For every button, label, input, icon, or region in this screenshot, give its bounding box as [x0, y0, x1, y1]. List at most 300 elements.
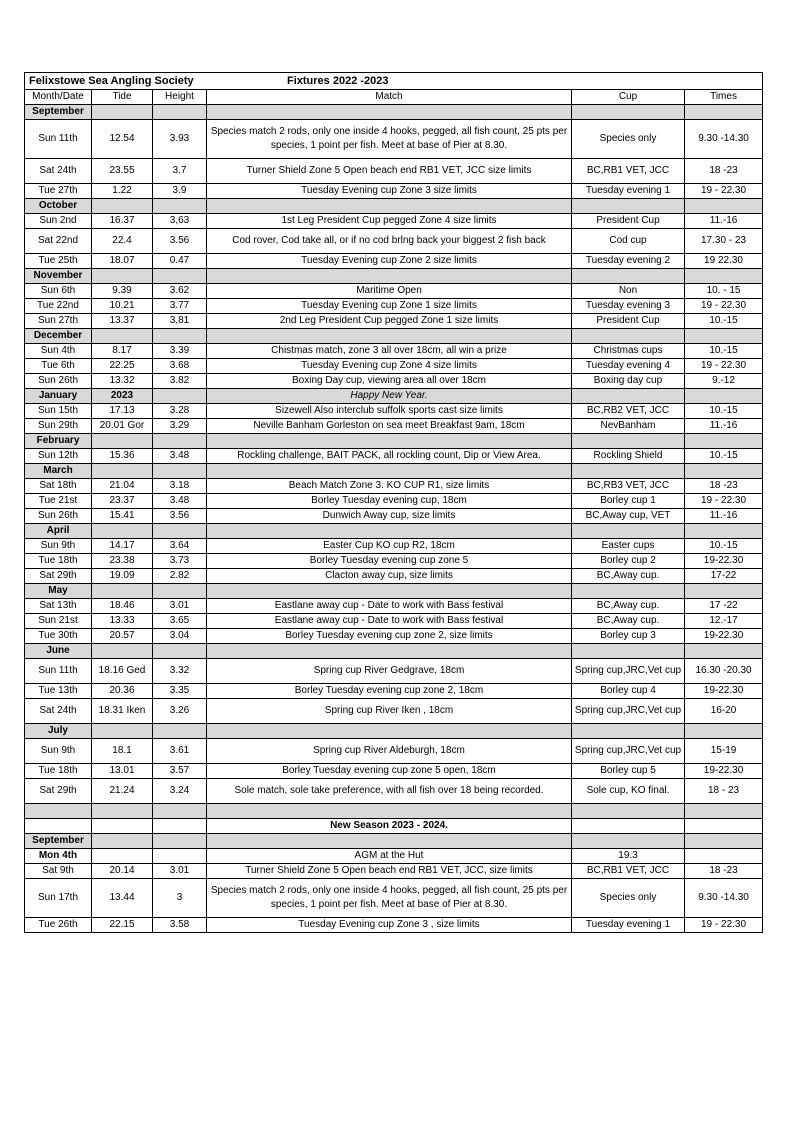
- fixture-date: Sun 29th: [25, 419, 92, 434]
- spacer-cell: [207, 804, 572, 819]
- title-cell: [25, 73, 763, 90]
- fixture-cup: Tuesday evening 3: [572, 299, 685, 314]
- section-times: [685, 724, 763, 739]
- fixture-tide: 13.33: [92, 614, 153, 629]
- fixture-cup: Borley cup 2: [572, 554, 685, 569]
- section-tide: [92, 834, 153, 849]
- section-tide: [92, 105, 153, 120]
- fixture-tide: 8.17: [92, 344, 153, 359]
- section-cup: [572, 389, 685, 404]
- fixture-tide: 16.37: [92, 214, 153, 229]
- fixture-match: Eastlane away cup - Date to work with Bass festival: [207, 614, 572, 629]
- section-match: [207, 724, 572, 739]
- fixture-match: Dunwich Away cup, size limits: [207, 509, 572, 524]
- column-header: Month/Date: [25, 90, 92, 105]
- section-times: [685, 834, 763, 849]
- fixture-tide: 20.57: [92, 629, 153, 644]
- section-tide: [92, 524, 153, 539]
- section-height: [153, 834, 207, 849]
- fixture-date: Sun 4th: [25, 344, 92, 359]
- fixture-times: 18 -23: [685, 479, 763, 494]
- fixture-date: Tue 26th: [25, 918, 92, 933]
- fixture-height: 3.58: [153, 918, 207, 933]
- fixture-row: [25, 419, 763, 434]
- fixture-match: Rockling challenge, BAIT PACK, all rockling count, Dip or View Area.: [207, 449, 572, 464]
- fixture-height: 3.9: [153, 184, 207, 199]
- fixture-row: [25, 659, 763, 684]
- section-cup: [572, 524, 685, 539]
- fixture-height: 3.56: [153, 229, 207, 254]
- season-empty-cell: [153, 819, 207, 834]
- fixture-tide: 19.09: [92, 569, 153, 584]
- fixture-cup: President Cup: [572, 314, 685, 329]
- fixture-times: 10.-15: [685, 344, 763, 359]
- fixture-times: 17-22: [685, 569, 763, 584]
- fixture-times: 16-20: [685, 699, 763, 724]
- fixture-cup: BC,RB3 VET, JCC: [572, 479, 685, 494]
- section-times: [685, 524, 763, 539]
- fixture-height: 3,63: [153, 214, 207, 229]
- section-match: [207, 329, 572, 344]
- fixture-row: [25, 184, 763, 199]
- fixture-cup: Borley cup 3: [572, 629, 685, 644]
- fixture-cup: Spring cup,JRC,Vet cup: [572, 659, 685, 684]
- fixture-cup: Sole cup, KO final.: [572, 779, 685, 804]
- section-times: [685, 464, 763, 479]
- fixture-times: 10.-15: [685, 314, 763, 329]
- fixture-row: [25, 449, 763, 464]
- fixture-height: 3.18: [153, 479, 207, 494]
- spacer-cell: [92, 804, 153, 819]
- fixture-tide: 13.44: [92, 879, 153, 918]
- section-height: [153, 644, 207, 659]
- fixture-cup: BC,Away cup, VET: [572, 509, 685, 524]
- fixture-tide: 18.07: [92, 254, 153, 269]
- fixture-date: Tue 21st: [25, 494, 92, 509]
- fixture-row: [25, 864, 763, 879]
- fixture-row: [25, 554, 763, 569]
- fixture-times: 19-22.30: [685, 554, 763, 569]
- fixture-times: 12.-17: [685, 614, 763, 629]
- section-times: [685, 389, 763, 404]
- fixture-times: 19 - 22.30: [685, 359, 763, 374]
- fixture-height: 3.64: [153, 539, 207, 554]
- fixture-row: [25, 299, 763, 314]
- section-height: [153, 329, 207, 344]
- fixture-row: [25, 699, 763, 724]
- fixture-date: Sun 17th: [25, 879, 92, 918]
- fixture-match: Maritime Open: [207, 284, 572, 299]
- fixture-tide: 18.1: [92, 739, 153, 764]
- fixture-date: Sun 15th: [25, 404, 92, 419]
- section-height: [153, 269, 207, 284]
- fixture-tide: 14.17: [92, 539, 153, 554]
- fixture-date: Sun 26th: [25, 374, 92, 389]
- fixture-cup: BC,RB1 VET, JCC: [572, 864, 685, 879]
- fixture-row: [25, 879, 763, 918]
- fixture-cup: BC,Away cup.: [572, 599, 685, 614]
- fixture-row: [25, 918, 763, 933]
- month-label: June: [25, 644, 92, 659]
- section-tide: [92, 724, 153, 739]
- season-empty-cell: [685, 819, 763, 834]
- section-height: [153, 434, 207, 449]
- section-cup: [572, 464, 685, 479]
- fixture-times: 17 -22: [685, 599, 763, 614]
- fixture-cup: BC,RB2 VET, JCC: [572, 404, 685, 419]
- fixture-cup: Boxing day cup: [572, 374, 685, 389]
- fixture-height: 3.48: [153, 494, 207, 509]
- fixture-row: [25, 284, 763, 299]
- fixture-height: 3.93: [153, 120, 207, 159]
- fixtures-title: Fixtures 2022 -2023: [287, 75, 389, 87]
- fixture-match: Tuesday Evening cup Zone 1 size limits: [207, 299, 572, 314]
- section-match: [207, 524, 572, 539]
- fixture-row: [25, 344, 763, 359]
- fixture-match: Tuesday Evening cup Zone 4 size limits: [207, 359, 572, 374]
- fixture-date: Tue 18th: [25, 554, 92, 569]
- fixture-height: 3.61: [153, 739, 207, 764]
- fixture-match: Easter Cup KO cup R2, 18cm: [207, 539, 572, 554]
- month-section-row: [25, 584, 763, 599]
- section-tide: [92, 269, 153, 284]
- month-section-row: [25, 834, 763, 849]
- fixture-times: 10.-15: [685, 539, 763, 554]
- fixture-height: 3.56: [153, 509, 207, 524]
- section-height: [153, 524, 207, 539]
- section-tide: [92, 434, 153, 449]
- spacer-cell: [153, 804, 207, 819]
- fixture-match: Tuesday Evening cup Zone 3 size limits: [207, 184, 572, 199]
- fixture-height: 3.68: [153, 359, 207, 374]
- fixture-row: [25, 599, 763, 614]
- fixture-height: 3.29: [153, 419, 207, 434]
- fixture-tide: 22.4: [92, 229, 153, 254]
- fixture-row: [25, 404, 763, 419]
- fixture-match: AGM at the Hut: [207, 849, 572, 864]
- fixture-height: 3.57: [153, 764, 207, 779]
- section-cup: [572, 644, 685, 659]
- fixture-row: [25, 229, 763, 254]
- section-tide: [92, 644, 153, 659]
- section-times: [685, 329, 763, 344]
- fixture-date: Sat 24th: [25, 699, 92, 724]
- fixture-date: Tue 6th: [25, 359, 92, 374]
- fixture-row: [25, 539, 763, 554]
- month-section-row: [25, 329, 763, 344]
- fixture-tide: 22.25: [92, 359, 153, 374]
- fixture-match: Borley Tuesday evening cup, 18cm: [207, 494, 572, 509]
- fixture-times: 9.30 -14.30: [685, 120, 763, 159]
- fixture-row: [25, 214, 763, 229]
- fixture-times: 10.-15: [685, 404, 763, 419]
- fixture-tide: 18.31 Iken: [92, 699, 153, 724]
- new-season-row: [25, 819, 763, 834]
- spacer-cell: [572, 804, 685, 819]
- month-label: May: [25, 584, 92, 599]
- fixture-tide: 13.32: [92, 374, 153, 389]
- fixture-date: Sun 6th: [25, 284, 92, 299]
- section-times: [685, 644, 763, 659]
- fixture-cup: Cod cup: [572, 229, 685, 254]
- fixture-tide: 9.39: [92, 284, 153, 299]
- fixture-date: Sat 22nd: [25, 229, 92, 254]
- fixture-height: 3.01: [153, 864, 207, 879]
- fixture-cup: Tuesday evening 1: [572, 918, 685, 933]
- fixture-height: 3.24: [153, 779, 207, 804]
- fixture-match: Spring cup River Aldeburgh, 18cm: [207, 739, 572, 764]
- fixture-date: Sun 9th: [25, 739, 92, 764]
- fixture-row: [25, 374, 763, 389]
- fixture-date: Sun 11th: [25, 120, 92, 159]
- section-height: [153, 105, 207, 120]
- section-match: [207, 269, 572, 284]
- fixture-tide: 15.36: [92, 449, 153, 464]
- fixture-date: Sat 24th: [25, 159, 92, 184]
- month-section-row: [25, 199, 763, 214]
- fixture-times: 11.-16: [685, 509, 763, 524]
- column-header: Cup: [572, 90, 685, 105]
- fixture-date: Mon 4th: [25, 849, 92, 864]
- fixture-tide: 21.04: [92, 479, 153, 494]
- section-match: [207, 834, 572, 849]
- month-label: February: [25, 434, 92, 449]
- fixture-tide: 18.16 Ged: [92, 659, 153, 684]
- fixture-date: Sat 29th: [25, 779, 92, 804]
- column-header: Match: [207, 90, 572, 105]
- spacer-cell: [25, 804, 92, 819]
- fixture-match: Tuesday Evening cup Zone 3 , size limits: [207, 918, 572, 933]
- fixture-row: [25, 764, 763, 779]
- section-match: [207, 199, 572, 214]
- fixture-times: 19-22.30: [685, 629, 763, 644]
- fixture-date: Tue 13th: [25, 684, 92, 699]
- spacer-row: [25, 804, 763, 819]
- fixture-height: 2.82: [153, 569, 207, 584]
- section-match: [207, 644, 572, 659]
- section-tide: [92, 199, 153, 214]
- fixture-tide: 18.46: [92, 599, 153, 614]
- fixture-cup: Easter cups: [572, 539, 685, 554]
- fixture-times: 19 22.30: [685, 254, 763, 269]
- fixture-cup: Spring cup,JRC,Vet cup: [572, 699, 685, 724]
- fixture-height: 3.28: [153, 404, 207, 419]
- fixture-tide: 23.38: [92, 554, 153, 569]
- fixture-match: Turner Shield Zone 5 Open beach end RB1 VET, JCC size limits: [207, 159, 572, 184]
- fixture-times: 19-22.30: [685, 684, 763, 699]
- fixture-row: [25, 629, 763, 644]
- fixture-cup: BC,Away cup.: [572, 569, 685, 584]
- fixture-row: [25, 120, 763, 159]
- fixture-date: Tue 22nd: [25, 299, 92, 314]
- month-label: July: [25, 724, 92, 739]
- fixture-date: Sun 12th: [25, 449, 92, 464]
- section-match: [207, 434, 572, 449]
- fixture-cup: Non: [572, 284, 685, 299]
- section-cup: [572, 105, 685, 120]
- fixtures-table: [24, 72, 763, 933]
- fixture-tide: [92, 849, 153, 864]
- section-cup: [572, 434, 685, 449]
- fixture-times: 16.30 -20.30: [685, 659, 763, 684]
- fixture-times: 15-19: [685, 739, 763, 764]
- section-tide: [92, 329, 153, 344]
- fixture-height: 3.82: [153, 374, 207, 389]
- fixture-times: 11.-16: [685, 419, 763, 434]
- month-label: October: [25, 199, 92, 214]
- section-match: [207, 105, 572, 120]
- season-empty-cell: [572, 819, 685, 834]
- fixture-cup: Borley cup 5: [572, 764, 685, 779]
- fixture-match: Cod rover, Cod take all, or if no cod brlng back your biggest 2 fish back: [207, 229, 572, 254]
- fixture-match: Sizewell Also interclub suffolk sports cast size limits: [207, 404, 572, 419]
- fixture-cup: Species only: [572, 120, 685, 159]
- fixture-cup: NevBanham: [572, 419, 685, 434]
- fixture-match: Chistmas match, zone 3 all over 18cm, all win a prize: [207, 344, 572, 359]
- fixture-times: 19 - 22.30: [685, 918, 763, 933]
- fixture-height: 3,81: [153, 314, 207, 329]
- fixture-match: Clacton away cup, size limits: [207, 569, 572, 584]
- fixture-row: [25, 849, 763, 864]
- fixture-height: 3.26: [153, 699, 207, 724]
- fixture-tide: 23.55: [92, 159, 153, 184]
- fixture-row: [25, 159, 763, 184]
- month-label: September: [25, 105, 92, 120]
- fixture-tide: 22.15: [92, 918, 153, 933]
- fixture-row: [25, 479, 763, 494]
- section-cup: [572, 584, 685, 599]
- fixture-height: 3.65: [153, 614, 207, 629]
- fixture-match: Eastlane away cup - Date to work with Bass festival: [207, 599, 572, 614]
- fixture-cup: Spring cup,JRC,Vet cup: [572, 739, 685, 764]
- fixture-tide: 1.22: [92, 184, 153, 199]
- fixture-times: 11.-16: [685, 214, 763, 229]
- month-section-row: [25, 524, 763, 539]
- section-height: [153, 464, 207, 479]
- fixture-cup: Christmas cups: [572, 344, 685, 359]
- section-match: [207, 464, 572, 479]
- fixture-match: Turner Shield Zone 5 Open beach end RB1 VET, JCC, size limits: [207, 864, 572, 879]
- month-label: March: [25, 464, 92, 479]
- section-cup: [572, 834, 685, 849]
- month-section-row: [25, 464, 763, 479]
- fixture-match: Neville Banham Gorleston on sea meet Breakfast 9am, 18cm: [207, 419, 572, 434]
- fixture-date: Sat 9th: [25, 864, 92, 879]
- fixture-date: Sun 21st: [25, 614, 92, 629]
- fixture-tide: 23.37: [92, 494, 153, 509]
- fixture-cup: BC,RB1 VET, JCC: [572, 159, 685, 184]
- fixture-cup: Borley cup 1: [572, 494, 685, 509]
- title-row: [25, 73, 763, 90]
- fixture-tide: 15.41: [92, 509, 153, 524]
- section-times: [685, 584, 763, 599]
- section-height: [153, 584, 207, 599]
- fixture-date: Sun 26th: [25, 509, 92, 524]
- fixture-times: 19 - 22.30: [685, 299, 763, 314]
- section-times: [685, 199, 763, 214]
- season-empty-cell: [92, 819, 153, 834]
- fixture-match: Tuesday Evening cup Zone 2 size limits: [207, 254, 572, 269]
- fixture-height: 3.7: [153, 159, 207, 184]
- fixture-date: Sun 11th: [25, 659, 92, 684]
- fixture-row: [25, 569, 763, 584]
- fixture-cup: BC,Away cup.: [572, 614, 685, 629]
- month-section-row: [25, 434, 763, 449]
- section-tide: [92, 464, 153, 479]
- fixture-height: 3.77: [153, 299, 207, 314]
- fixture-date: Sun 27th: [25, 314, 92, 329]
- fixture-height: 3.32: [153, 659, 207, 684]
- fixture-cup: Tuesday evening 4: [572, 359, 685, 374]
- section-times: [685, 105, 763, 120]
- month-label: January: [25, 389, 92, 404]
- fixture-match: Borley Tuesday evening cup zone 2, size limits: [207, 629, 572, 644]
- fixture-match: Borley Tuesday evening cup zone 5: [207, 554, 572, 569]
- fixture-tide: 13.01: [92, 764, 153, 779]
- fixture-match: 1st Leg President Cup pegged Zone 4 size limits: [207, 214, 572, 229]
- fixture-tide: 13.37: [92, 314, 153, 329]
- fixture-date: Sat 29th: [25, 569, 92, 584]
- section-match: [207, 584, 572, 599]
- fixture-match: Spring cup River Iken , 18cm: [207, 699, 572, 724]
- fixture-times: 17.30 - 23: [685, 229, 763, 254]
- month-label: September: [25, 834, 92, 849]
- fixture-row: [25, 254, 763, 269]
- section-match: Happy New Year.: [207, 389, 572, 404]
- fixture-height: 3.35: [153, 684, 207, 699]
- fixture-row: [25, 684, 763, 699]
- fixture-times: 9.-12: [685, 374, 763, 389]
- month-section-row: [25, 389, 763, 404]
- fixture-row: [25, 494, 763, 509]
- fixture-times: 10.-15: [685, 449, 763, 464]
- fixture-cup: Tuesday evening 2: [572, 254, 685, 269]
- fixture-height: [153, 849, 207, 864]
- season-empty-cell: [25, 819, 92, 834]
- section-cup: [572, 269, 685, 284]
- month-label: December: [25, 329, 92, 344]
- fixture-cup: 19.3: [572, 849, 685, 864]
- column-header: Times: [685, 90, 763, 105]
- fixtures-body: [25, 73, 763, 933]
- fixture-date: Tue 25th: [25, 254, 92, 269]
- fixture-cup: President Cup: [572, 214, 685, 229]
- section-times: [685, 269, 763, 284]
- fixture-date: Tue 27th: [25, 184, 92, 199]
- fixture-match: Beach Match Zone 3. KO CUP R1, size limits: [207, 479, 572, 494]
- column-header: Height: [153, 90, 207, 105]
- fixture-date: Tue 30th: [25, 629, 92, 644]
- fixture-tide: 17.13: [92, 404, 153, 419]
- fixture-height: 3.73: [153, 554, 207, 569]
- fixture-match: Boxing Day cup, viewing area all over 18cm: [207, 374, 572, 389]
- fixture-tide: 12.54: [92, 120, 153, 159]
- fixture-match: Borley Tuesday evening cup zone 5 open, 18cm: [207, 764, 572, 779]
- fixture-cup: Borley cup 4: [572, 684, 685, 699]
- fixture-row: [25, 739, 763, 764]
- fixture-height: 3.62: [153, 284, 207, 299]
- section-cup: [572, 724, 685, 739]
- month-label: November: [25, 269, 92, 284]
- fixture-times: 18 -23: [685, 864, 763, 879]
- fixture-times: 19 - 22.30: [685, 184, 763, 199]
- fixture-row: [25, 359, 763, 374]
- fixture-times: 19 - 22.30: [685, 494, 763, 509]
- fixture-date: Tue 18th: [25, 764, 92, 779]
- fixture-row: [25, 314, 763, 329]
- fixture-height: 3.04: [153, 629, 207, 644]
- fixture-match: Sole match, sole take preference, with all fish over 18 being recorded.: [207, 779, 572, 804]
